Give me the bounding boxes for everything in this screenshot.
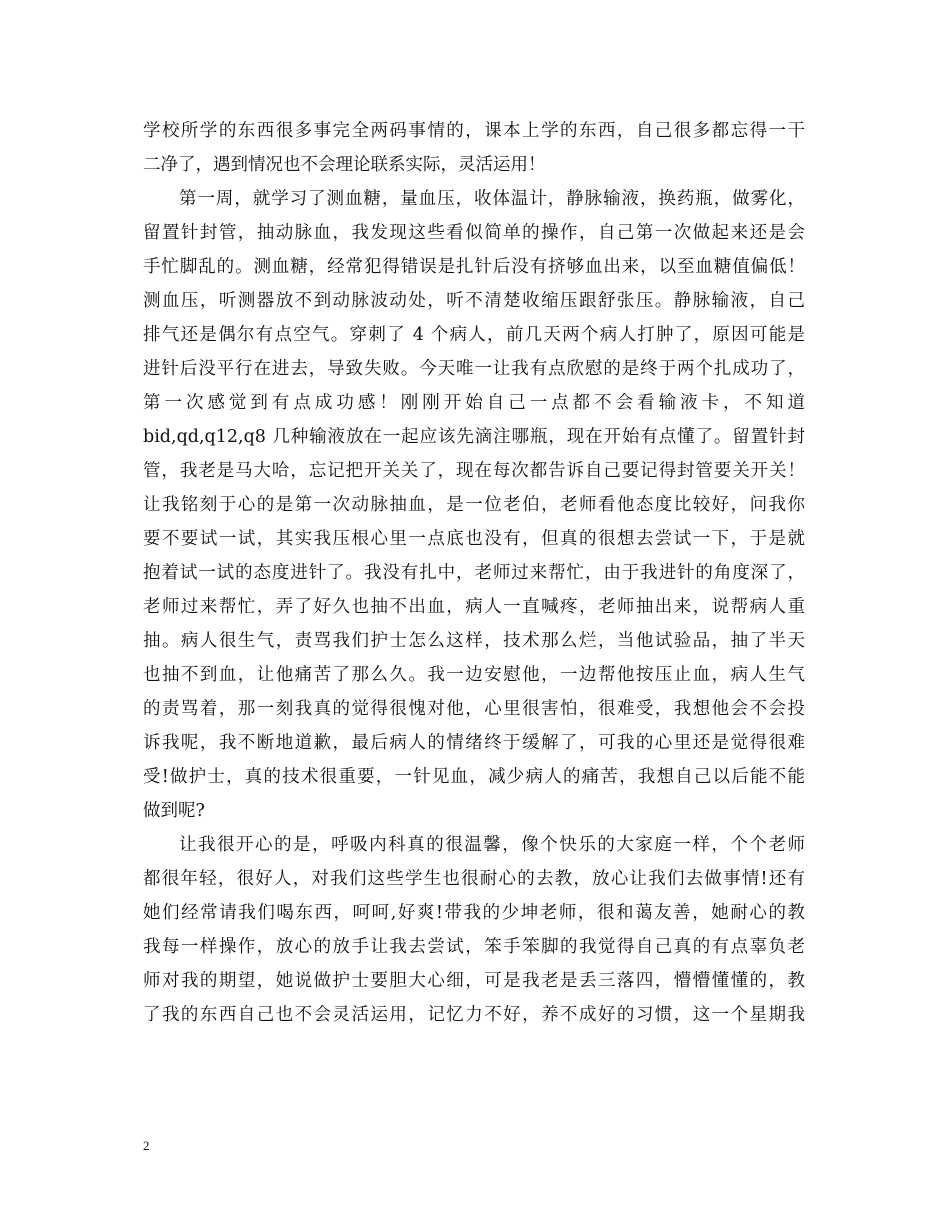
- text-line: 留置针封管，抽动脉血，我发现这些看似简单的操作，自己第一次做起来还是会: [143, 223, 805, 243]
- text-line: 受!做护士，真的技术很重要，一针见血，减少病人的痛苦，我想自己以后能不能: [143, 767, 805, 787]
- text-line: 第一周，就学习了测血糖，量血压，收体温计，静脉输液，换药瓶，做雾化，: [179, 189, 805, 209]
- text-line: 她们经常请我们喝东西，呵呵,好爽!带我的少坤老师，很和蔼友善，她耐心的教: [143, 903, 805, 923]
- text-line: 第一次感觉到有点成功感！刚刚开始自己一点都不会看输液卡，不知道: [143, 393, 805, 413]
- text-line: 学校所学的东西很多事完全两码事情的，课本上学的东西，自己很多都忘得一干: [143, 121, 805, 141]
- text-line: 测血压，听测器放不到动脉波动处，听不清楚收缩压跟舒张压。静脉输液，自己: [143, 291, 805, 311]
- paragraph: [143, 828, 805, 1032]
- text-line: 老师过来帮忙，弄了好久也抽不出血，病人一直喊疼，老师抽出来，说帮病人重: [143, 597, 805, 617]
- paragraph: [143, 182, 805, 828]
- text-line: 让我很开心的是，呼吸内科真的很温馨，像个快乐的大家庭一样，个个老师: [179, 835, 805, 855]
- text-line: 让我铭刻于心的是第一次动脉抽血，是一位老伯，老师看他态度比较好，问我你: [143, 495, 805, 515]
- text-line: 进针后没平行在进去，导致失败。今天唯一让我有点欣慰的是终于两个扎成功了，: [143, 359, 805, 379]
- text-line: 二净了，遇到情况也不会理论联系实际，灵活运用！: [143, 155, 546, 175]
- paragraph: [143, 114, 805, 182]
- text-line: 管，我老是马大哈，忘记把开关关了，现在每次都告诉自己要记得封管要关开关！: [143, 461, 805, 481]
- text-line: 诉我呢，我不断地道歉，最后病人的情绪终于缓解了，可我的心里还是觉得很难: [143, 733, 805, 753]
- text-line: 我每一样操作，放心的放手让我去尝试，笨手笨脚的我觉得自己真的有点辜负老: [143, 937, 805, 957]
- text-line: 的责骂着，那一刻我真的觉得很愧对他，心里很害怕，很难受，我想他会不会投: [143, 699, 805, 719]
- text-line: 手忙脚乱的。测血糖，经常犯得错误是扎针后没有挤够血出来，以至血糖值偏低！: [143, 257, 805, 277]
- text-line: 了我的东西自己也不会灵活运用，记忆力不好，养不成好的习惯，这一个星期我: [143, 1005, 805, 1025]
- body-text: [143, 114, 805, 1032]
- text-line: 做到呢?: [143, 801, 205, 821]
- text-line: 也抽不到血，让他痛苦了那么久。我一边安慰他，一边帮他按压止血，病人生气: [143, 665, 805, 685]
- page-number: 2: [143, 1138, 150, 1153]
- text-line: bid,qd,q12,q8 几种输液放在一起应该先滴注哪瓶，现在开始有点懂了。留置针封: [143, 427, 805, 447]
- text-line: 要不要试一试，其实我压根心里一点底也没有，但真的很想去尝试一下，于是就: [143, 529, 805, 549]
- text-line: 抽。病人很生气，责骂我们护士怎么这样，技术那么烂，当他试验品，抽了半天: [143, 631, 805, 651]
- text-line: 排气还是偶尔有点空气。穿刺了 4 个病人，前几天两个病人打肿了，原因可能是: [143, 325, 805, 345]
- text-line: 都很年轻，很好人，对我们这些学生也很耐心的去教，放心让我们去做事情!还有: [143, 869, 805, 889]
- text-line: 师对我的期望，她说做护士要胆大心细，可是我老是丢三落四，懵懵懂懂的，教: [143, 971, 805, 991]
- text-line: 抱着试一试的态度进针了。我没有扎中，老师过来帮忙，由于我进针的角度深了，: [143, 563, 805, 583]
